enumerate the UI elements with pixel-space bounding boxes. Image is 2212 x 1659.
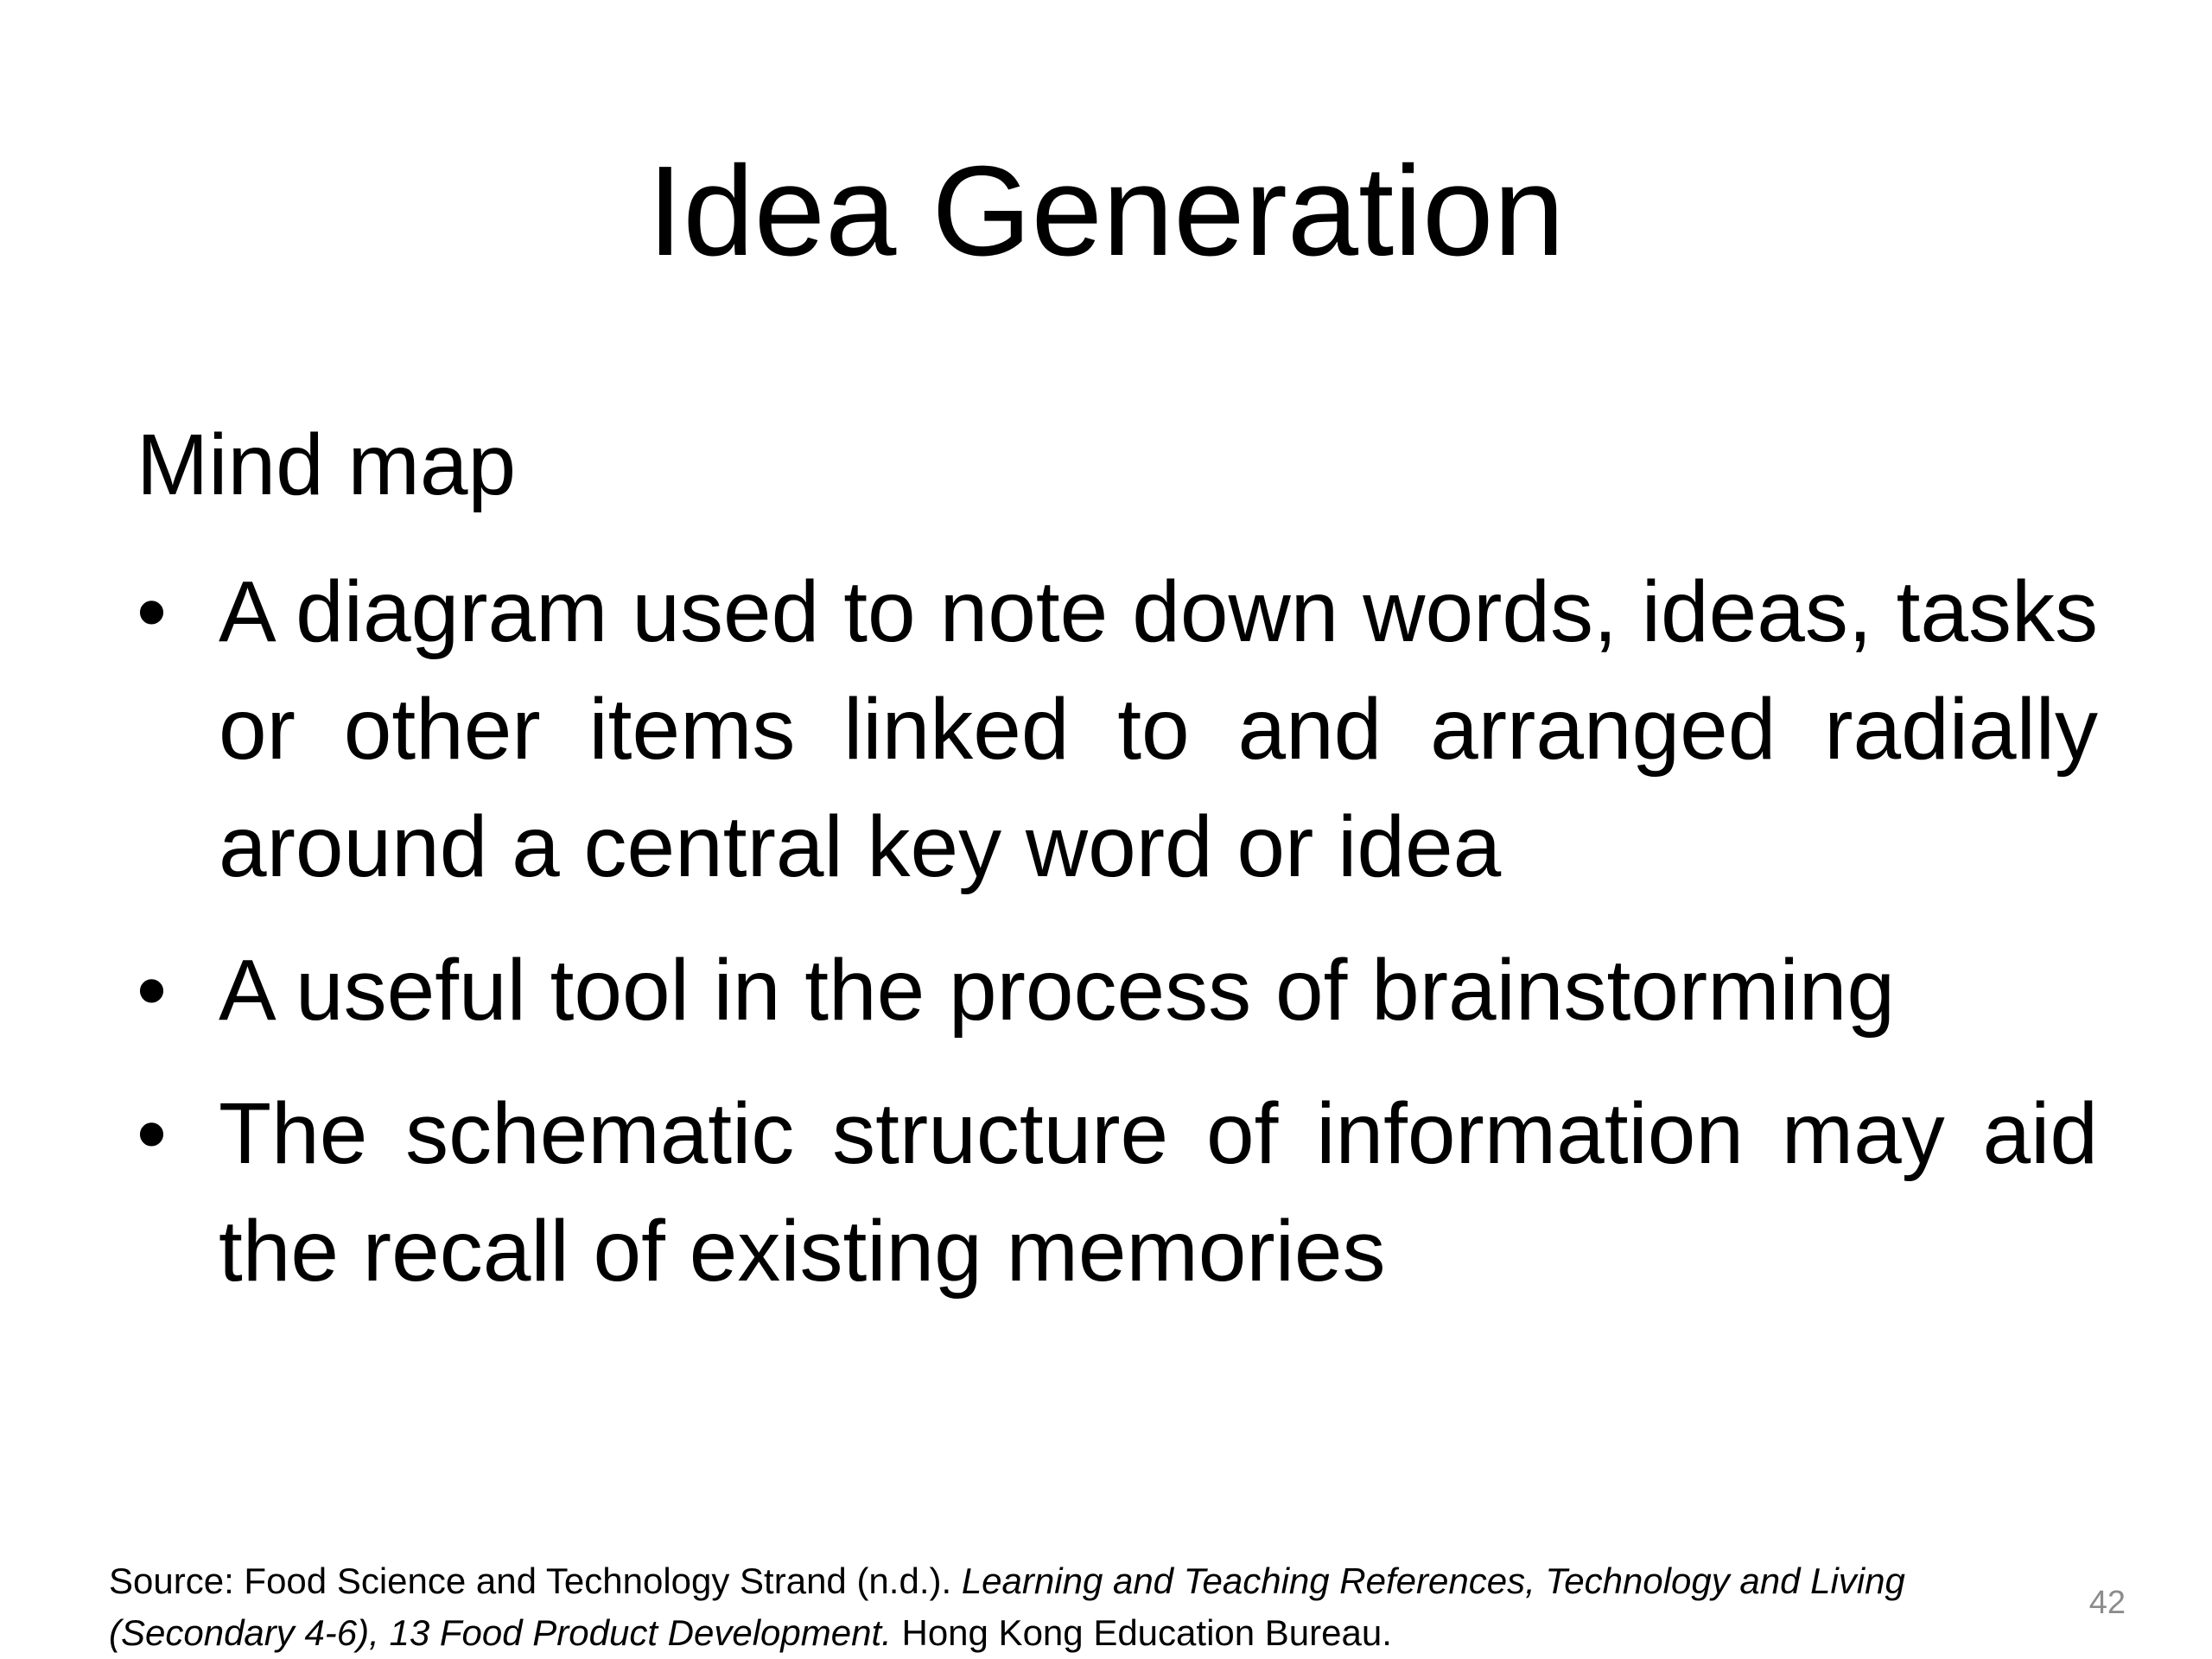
bullet-dot: • <box>137 942 168 1039</box>
source-citation <box>109 1555 2044 1659</box>
bullet-dot: • <box>137 1085 168 1182</box>
bullet-item <box>137 931 2098 1049</box>
source-suffix: Hong Kong Education Bureau. <box>891 1612 1392 1653</box>
subheading: Mind map <box>137 416 517 513</box>
bullet-text: A diagram used to note down words, ideas, tasks or other items linked to and arranged radially around a central key word or idea <box>219 563 2098 895</box>
bullet-text: A useful tool in the process of brainstorming <box>219 942 1895 1039</box>
source-prefix: Source: Food Science and Technology Strand (n.d.). <box>109 1560 962 1601</box>
slide-title: Idea Generation <box>647 140 1565 283</box>
bullet-list <box>137 553 2098 1336</box>
page-number: 42 <box>2088 1585 2126 1621</box>
bullet-item <box>137 553 2098 906</box>
bullet-text: The schematic structure of information may aid the recall of existing memories <box>219 1085 2098 1300</box>
source-italic-title: Learning and Teaching References, Technology and Living (Secondary 4-6), 13 Food Product Development. <box>109 1560 1905 1653</box>
bullet-dot: • <box>137 563 168 660</box>
bullet-item <box>137 1075 2098 1310</box>
